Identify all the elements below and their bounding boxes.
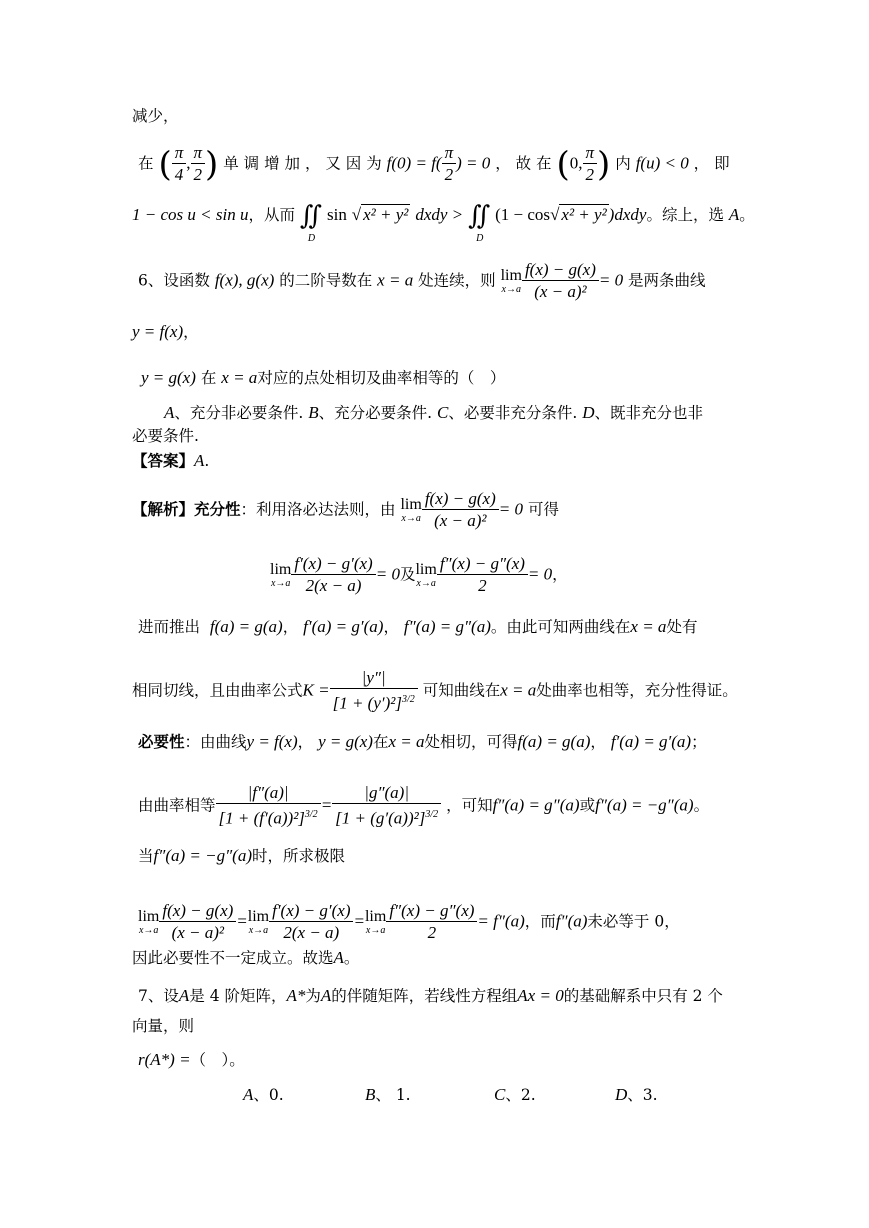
math: = f″(a) bbox=[477, 911, 525, 931]
answer-value: A bbox=[194, 451, 205, 470]
math: y = g(x) bbox=[318, 732, 373, 751]
fraction: $\frac{|y''|}{[1 + (y')^2]^{3/2}}$ bbox=[330, 668, 418, 715]
text: ，而 bbox=[524, 912, 556, 931]
math: x = a bbox=[388, 732, 425, 751]
text: 或 bbox=[579, 796, 596, 815]
option-a-text: 、充分非必要条件. bbox=[174, 404, 304, 422]
math: A bbox=[333, 948, 344, 967]
q7-option-a: A、0. bbox=[243, 1085, 284, 1104]
q7-option-c: C、2. bbox=[494, 1085, 536, 1104]
text: 内 bbox=[615, 154, 631, 173]
analysis-line bbox=[132, 489, 559, 532]
double-integral: ∬ D bbox=[299, 201, 323, 244]
text: 处连续，则 bbox=[418, 271, 496, 290]
case-line bbox=[138, 846, 345, 866]
fraction: $\frac{f''(x) - g''(x)}{2}$ bbox=[437, 554, 528, 597]
math: x = a bbox=[221, 368, 258, 387]
text: 相同切线，且由曲率公式 bbox=[132, 681, 303, 700]
math: f(u) < 0 bbox=[635, 153, 689, 173]
text-line: 减少， bbox=[132, 107, 179, 125]
limit: lim x→a bbox=[500, 266, 522, 295]
option-c-text: 、必要非充分条件. bbox=[448, 404, 578, 422]
text: 处曲率也相等，充分性得证。 bbox=[536, 681, 738, 700]
option-wrap: 必要条件. bbox=[132, 427, 199, 445]
necessity-label: 必要性 bbox=[138, 732, 185, 751]
text: ：利用洛必达法则，由 bbox=[240, 500, 396, 519]
q7-option-d: D、3. bbox=[615, 1085, 658, 1104]
option-a-letter: A bbox=[164, 403, 175, 422]
math: ) = 0 bbox=[456, 153, 491, 173]
radical: x² + y² bbox=[363, 205, 409, 224]
text: 及 bbox=[399, 565, 416, 584]
math: f(0) = f( bbox=[386, 153, 442, 173]
math: f′(a) = g′(a) bbox=[610, 732, 692, 751]
text: 时，所求极限 bbox=[252, 847, 346, 865]
text: 可知曲线在 bbox=[422, 681, 501, 700]
fraction: $\frac{f(x) - g(x)}{\text{(x − a)²}}$ bbox=[159, 901, 236, 944]
text: ，可知 bbox=[446, 796, 493, 815]
limit-chain-line: lim x→a $\frac{f(x) - g(x)}{\text{(x − a)²}}$ =lim x→a $\frac{f'(x) - g'(x)}{2(x - a)}$ =lim x→a $\frac{f''(x) - g''(x)}{2}$ = f″(a)，而f″(a)未必等于 0， bbox=[138, 901, 680, 942]
answer-letter: A bbox=[728, 205, 740, 224]
fraction: $\frac{\pi}{2}$ bbox=[191, 143, 206, 186]
left-paren: ( bbox=[158, 144, 172, 185]
fraction: $\frac{\pi}{2}$ bbox=[442, 143, 457, 186]
option-b-letter: B bbox=[308, 403, 319, 422]
math: x = a bbox=[377, 270, 414, 290]
option-c-letter: C bbox=[437, 403, 449, 422]
limit: lim x→a bbox=[138, 907, 160, 936]
math: Ax = 0 bbox=[517, 986, 564, 1005]
q7-option-b: B、 1. bbox=[365, 1085, 411, 1104]
text: 的二阶导数在 bbox=[279, 271, 373, 290]
math: dxdy > bbox=[415, 205, 464, 224]
question-6-stem bbox=[138, 260, 706, 303]
text: 。 bbox=[343, 949, 360, 967]
curve-1-line bbox=[132, 322, 199, 342]
limit: lim x→a bbox=[400, 495, 422, 524]
monotonic-line: 在 ( $\frac{\pi}{4}$ , $\frac{\pi}{2}$ ) 单 调 增 加 ， 又 因 为 f(0) = f( $\frac{\pi}{2}$ ) = 0 ， 故 在 (0, $\frac{\pi}{2}$ ) 内 f(u) < 0 ， 即 bbox=[138, 143, 730, 185]
text: ， 即 bbox=[693, 154, 730, 173]
math: y = f(x) bbox=[132, 322, 184, 341]
equal-curvature-line: 由曲率相等 $\frac{|f''(a)|}{[1 + (f'(a))^2]^{3/2}}$ = $\frac{|g''(a)|}{[1 + (g'(a))^2]^{3/2}}$ ，可知f″(a) = g″(a)或f″(a) = −g″(a)。 bbox=[138, 783, 710, 828]
text: 是 4 阶矩阵， bbox=[189, 987, 287, 1005]
math: = 0 bbox=[598, 270, 624, 290]
text: 可得 bbox=[527, 500, 559, 519]
math: x = a bbox=[500, 680, 537, 700]
math: y = f(x) bbox=[246, 732, 298, 751]
text: 在 bbox=[372, 733, 389, 751]
rank-line bbox=[138, 1050, 245, 1070]
deduction-line: 进而推出 f(a) = g(a)， f′(a) = g′(a)， f″(a) = g″(a)。由此可知两曲线在x = a处有 bbox=[138, 617, 698, 636]
math: A bbox=[320, 986, 332, 1005]
fraction: $\frac{f(x) - g(x)}{\text{(x − a)²}}$ bbox=[522, 260, 599, 303]
answer-line bbox=[132, 451, 209, 471]
text: 为 bbox=[305, 987, 321, 1005]
lhopital-display bbox=[270, 554, 568, 597]
fraction: $\frac{|f''(a)|}{[1 + (f'(a))^2]^{3/2}}$ bbox=[216, 783, 321, 830]
math: 1 − cos u < sin u bbox=[132, 205, 249, 224]
sufficiency-label: 充分性 bbox=[194, 499, 241, 519]
text: 是两条曲线 bbox=[628, 271, 706, 290]
text: 的伴随矩阵，若线性方程组 bbox=[331, 987, 518, 1005]
text: 。由此可知两曲线在 bbox=[490, 618, 631, 636]
math: r(A*) = bbox=[138, 1050, 191, 1069]
fraction: $\frac{\pi}{2}$ bbox=[583, 143, 598, 186]
fraction: $\frac{f'(x) - g'(x)}{2(x - a)}$ bbox=[269, 901, 353, 944]
fraction: $\frac{f''(x) - g''(x)}{2}$ bbox=[386, 901, 477, 944]
math: = 0 bbox=[527, 564, 553, 584]
text: ， bbox=[183, 323, 199, 341]
math: f″(a) = g″(a) bbox=[403, 617, 491, 636]
option-b-text: 、充分必要条件. bbox=[318, 404, 433, 422]
math: f″(a) = −g″(a) bbox=[153, 846, 252, 865]
math: )dxdy bbox=[608, 205, 647, 224]
text: 在 bbox=[138, 154, 154, 173]
math: f″(a) bbox=[555, 911, 588, 931]
math: 0, bbox=[569, 153, 583, 173]
radical: x² + y² bbox=[561, 205, 607, 224]
text: 在 bbox=[200, 369, 217, 387]
fraction: $\frac{f(x) - g(x)}{\text{(x − a)²}}$ bbox=[422, 489, 499, 532]
math: f″(a) = −g″(a) bbox=[595, 795, 694, 815]
text: 7、设 bbox=[138, 987, 179, 1005]
fraction: $\frac{\pi}{4}$ bbox=[172, 143, 187, 186]
math: A bbox=[178, 986, 190, 1005]
text: ：由曲线 bbox=[184, 733, 247, 751]
limit: lim x→a bbox=[415, 560, 437, 589]
integral-line: 1 − cos u < sin u，从而 ∬ D sin √ x² + y² dxdy > ∬ D (1 − cos√ x² + y² )dxdy。综上，选 A。 bbox=[132, 201, 755, 244]
text: ， bbox=[552, 565, 568, 584]
right-paren: ) bbox=[205, 144, 219, 185]
math: x = a bbox=[630, 617, 667, 636]
math: y = g(x) bbox=[141, 368, 196, 387]
text: ； bbox=[691, 733, 707, 751]
text: 。综上，选 bbox=[646, 206, 724, 224]
question-7-wrap: 向量，则 bbox=[132, 1017, 195, 1035]
fraction: $\frac{|g''(a)|}{[1 + (g'(a))^2]^{3/2}}$ bbox=[332, 783, 441, 830]
text: 由曲率相等 bbox=[138, 796, 216, 815]
right-paren: ) bbox=[597, 144, 611, 185]
text: 对应的点处相切及曲率相等的（ ） bbox=[257, 369, 506, 387]
option-d-letter: D bbox=[582, 403, 595, 422]
option-d-text: 、既非充分也非 bbox=[594, 404, 704, 422]
math: = 0 bbox=[375, 564, 400, 584]
curvature-line bbox=[132, 668, 738, 715]
question-6-options bbox=[164, 403, 703, 423]
text: 。 bbox=[693, 796, 710, 815]
text: 未必等于 0， bbox=[587, 912, 680, 931]
limit: lim x→a bbox=[247, 907, 270, 936]
answer-label: 【答案】 bbox=[132, 451, 195, 470]
text: （ ）。 bbox=[190, 1051, 245, 1069]
text: 因此必要性不一定成立。故选 bbox=[132, 949, 334, 967]
curve-2-line bbox=[141, 368, 505, 388]
text: 6、设函数 bbox=[138, 271, 210, 290]
math: f(a) = g(a) bbox=[517, 732, 591, 751]
math: A* bbox=[286, 986, 306, 1005]
limit: lim x→a bbox=[270, 560, 292, 589]
left-paren: ( bbox=[556, 144, 570, 185]
analysis-label: 【解析】 bbox=[132, 499, 195, 519]
text: 。 bbox=[739, 206, 755, 224]
text: 的基础解系中只有 2 个 bbox=[563, 987, 723, 1005]
math: f′(a) = g′(a) bbox=[303, 617, 384, 636]
text: 当 bbox=[138, 847, 154, 865]
text: 进而推出 bbox=[138, 618, 201, 636]
text: 处有 bbox=[666, 618, 698, 636]
double-integral: ∬ D bbox=[468, 201, 491, 244]
text: 单 调 增 加 ， 又 因 为 bbox=[223, 154, 382, 173]
math: (1 − cos bbox=[495, 205, 551, 224]
conclusion-line bbox=[132, 948, 359, 968]
math: f″(a) = g″(a) bbox=[492, 795, 580, 815]
question-7-stem bbox=[138, 986, 723, 1006]
text: ，从而 bbox=[248, 206, 295, 224]
necessity-line: 必要性：由曲线y = f(x)， y = g(x)在x = a处相切，可得f(a) = g(a)， f′(a) = g′(a)； bbox=[138, 732, 707, 751]
math: = 0 bbox=[498, 499, 523, 519]
math: K = bbox=[302, 680, 330, 700]
text: 处相切，可得 bbox=[424, 733, 518, 751]
math: f(a) = g(a) bbox=[209, 617, 283, 636]
math: f(x), g(x) bbox=[214, 270, 275, 290]
text: . bbox=[204, 452, 210, 470]
limit: lim x→a bbox=[364, 907, 387, 936]
math: sin bbox=[326, 205, 347, 224]
fraction: $\frac{f'(x) - g'(x)}{2(x - a)}$ bbox=[291, 554, 375, 597]
text: ， 故 在 bbox=[495, 154, 552, 173]
